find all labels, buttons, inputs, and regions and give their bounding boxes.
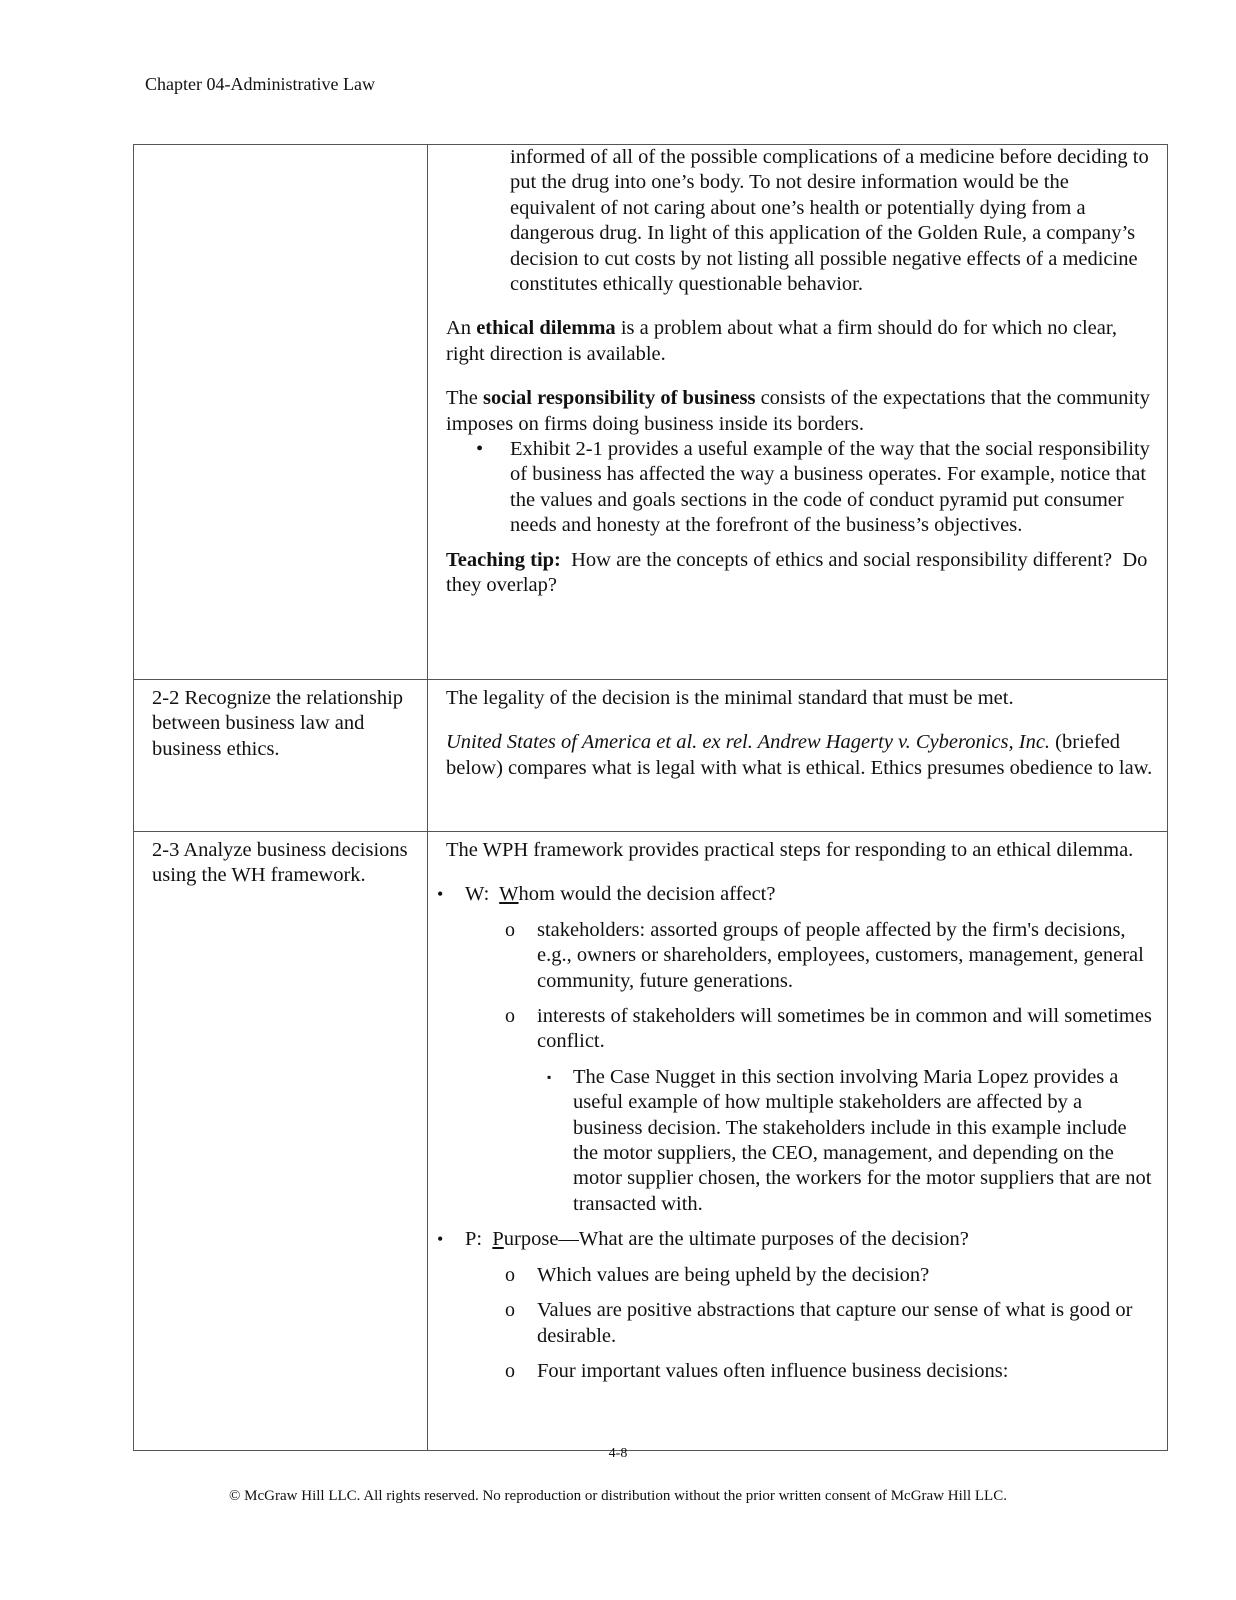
case-paragraph: United States of America et al. ex rel. Andrew Hagerty v. Cyberonics, Inc. (briefed below) compares what is legal with what is ethical. Ethics presumes obedience to law.	[446, 731, 1153, 779]
teaching-tip: Teaching tip: How are the concepts of ethics and social responsibility different? Do they overlap?	[446, 548, 1153, 597]
objective-cell: 2-3 Analyze business decisions using the WH framework.	[134, 832, 428, 1451]
ethical-dilemma-paragraph: An ethical dilemma is a problem about what a firm should do for which no clear, right direction is available.	[446, 317, 1117, 365]
list-item	[446, 437, 1155, 539]
circle-bullet-icon: o	[505, 1005, 515, 1028]
list-item: ▪ The Case Nugget in this section involving Maria Lopez provides a useful example of how multiple stakeholders are affected by a business decision. The stakeholders include in this example include the motor suppliers, the CEO, management, and depending on the motor supplier chosen, the workers for the motor suppliers that are not transacted with.	[547, 1065, 1152, 1215]
table-row	[134, 832, 1168, 1451]
continued-paragraph: informed of all of the possible complications of a medicine before deciding to put the drug into one’s body. To not desire information would be the equivalent of not caring about one’s health or potentially dying from a dangerous drug. In light of this application of the Golden Rule, a company’s decision to cut costs by not listing all possible negative effects of a medicine constitutes ethically questionable behavior.	[510, 146, 1149, 296]
content-cell	[428, 680, 1168, 832]
list-item: • P: Purpose—What are the ultimate purposes of the decision?	[437, 1227, 1155, 1252]
list-item: • W: Whom would the decision affect?	[437, 882, 1155, 907]
exhibit-bullet-text: Exhibit 2-1 provides a useful example of the way that the social responsibility of business has affected the way a business operates. For example, notice that the values and goals sections in the code of conduct pyramid put consumer needs and honesty at the forefront of the business’s objectives.	[510, 438, 1150, 537]
page-number: 4-8	[608, 1446, 628, 1461]
page-header: Chapter 04-Administrative Law	[145, 74, 375, 94]
legality-paragraph: The legality of the decision is the minimal standard that must be met.	[446, 687, 1014, 709]
square-bullet-icon: ▪	[547, 1069, 552, 1084]
list-item: o interests of stakeholders will sometimes be in common and will sometimes conflict.	[505, 1005, 1152, 1053]
table-row	[134, 145, 1168, 680]
objective-cell: 2-2 Recognize the relationship between business law and business ethics.	[134, 680, 428, 832]
term-social-responsibility: social responsibility of business	[483, 387, 756, 410]
table-row	[134, 680, 1168, 832]
term-ethical-dilemma: ethical dilemma	[476, 317, 616, 340]
bullet-icon: •	[437, 884, 444, 905]
list-item: o Values are positive abstractions that capture our sense of what is good or desirable.	[505, 1299, 1133, 1347]
content-cell	[428, 145, 1168, 680]
wph-intro: The WPH framework provides practical steps for responding to an ethical dilemma.	[446, 839, 1134, 861]
circle-bullet-icon: o	[505, 1299, 515, 1322]
social-responsibility-paragraph: The social responsibility of business consists of the expectations that the community imposes on firms doing business inside its borders.	[446, 387, 1150, 435]
circle-bullet-icon: o	[505, 918, 515, 941]
list-item: o Which values are being upheld by the decision?	[437, 1263, 1155, 1288]
content-cell	[428, 832, 1168, 1451]
objective-cell	[134, 145, 428, 680]
bullet-icon: •	[476, 438, 484, 461]
bullet-icon: •	[437, 1229, 444, 1250]
content-table	[133, 144, 1168, 1451]
teaching-tip-label: Teaching tip:	[446, 548, 561, 571]
case-name: United States of America et al. ex rel. Andrew Hagerty v. Cyberonics, Inc.	[446, 731, 1051, 754]
list-item: o Four important values often influence business decisions:	[437, 1359, 1155, 1384]
circle-bullet-icon: o	[505, 1359, 515, 1382]
copyright-footer: © McGraw Hill LLC. All rights reserved. No reproduction or distribution without the prior written consent of McGraw Hill LLC.	[229, 1488, 1007, 1504]
circle-bullet-icon: o	[505, 1263, 515, 1286]
list-item: o stakeholders: assorted groups of people affected by the firm's decisions, e.g., owners or shareholders, employees, customers, management, general community, future generations.	[505, 918, 1144, 992]
